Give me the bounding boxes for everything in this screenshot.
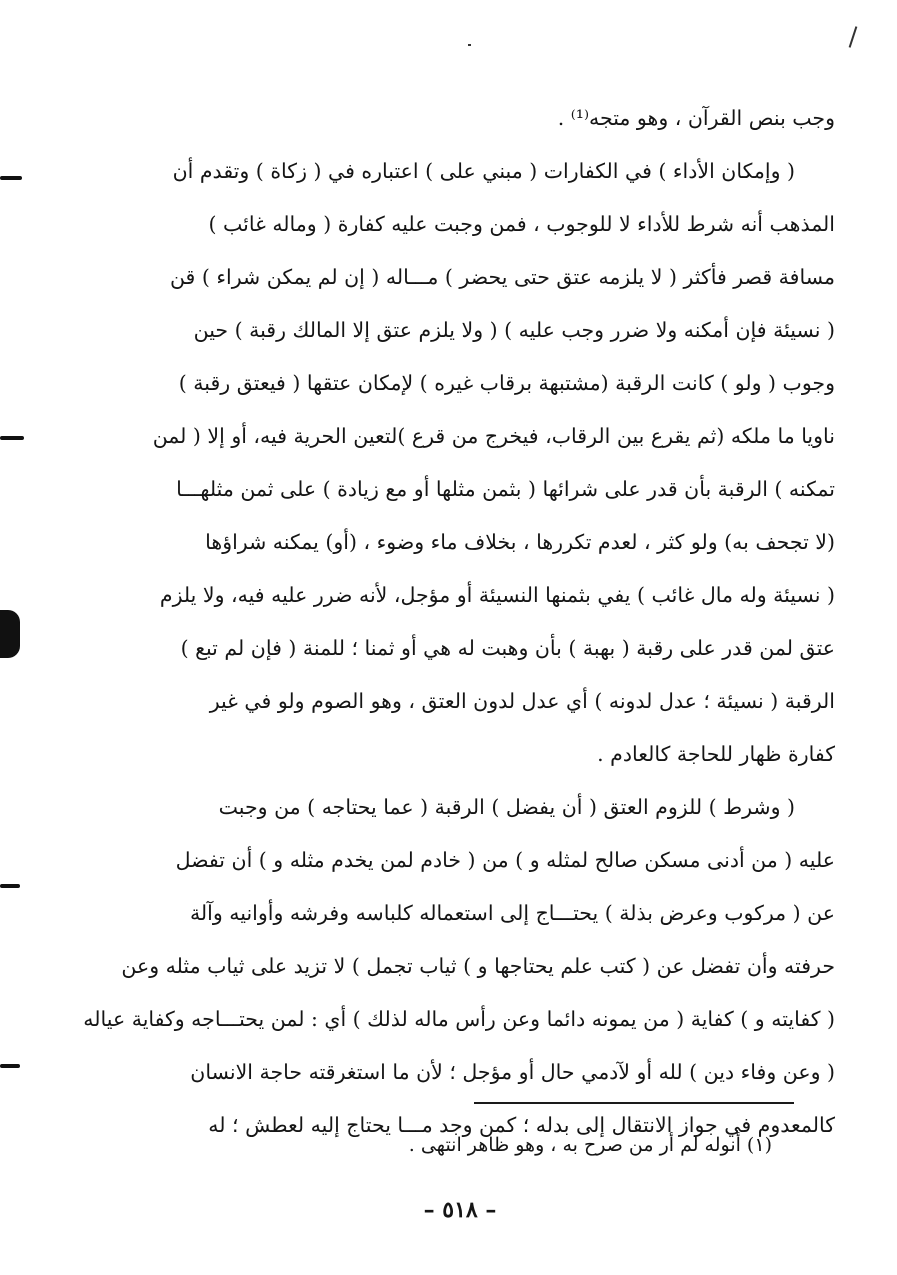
- binding-hole-mark: [0, 610, 20, 658]
- text-line: عتق لمن قدر على رقبة ( بهبة ) بأن وهبت له هي أو ثمنا ؛ للمنة ( فإن لم تبع ): [180, 636, 835, 660]
- text-line: ( نسيئة فإن أمكنه ولا ضرر وجب عليه ) ( ولا يلزم عتق إلا المالك رقبة ) حين: [193, 318, 835, 342]
- text-line: مسافة قصر فأكثر ( لا يلزمه عتق حتى يحضر ) مـــاله ( إن لم يمكن شراء ) قن: [169, 265, 835, 289]
- margin-mark: [0, 176, 22, 180]
- footnote-divider: [474, 1102, 794, 1104]
- text-line: المذهب أنه شرط للأداء لا للوجوب ، فمن وجبت عليه كفارة ( وماله غائب ): [208, 212, 835, 236]
- margin-mark: [0, 1064, 20, 1068]
- text-line: ( وإمكان الأداء ) في الكفارات ( مبني على ) اعتباره في ( زكاة ) وتقدم أن: [172, 159, 795, 183]
- text-line: ( وشرط ) للزوم العتق ( أن يفضل ) الرقبة ( عما يحتاجه ) من وجبت: [218, 795, 795, 819]
- text-line: كفارة ظهار للحاجة كالعادم .: [597, 742, 835, 766]
- footnote: (١) أنوله لم أر من صرح به ، وهو ظاهر انتهى .: [408, 1134, 772, 1156]
- text-line: وجوب ( ولو ) كانت الرقبة (مشتبهة برقاب غيره ) لإمكان عتقها ( فيعتق رقبة ): [178, 371, 835, 395]
- margin-mark: [0, 884, 20, 888]
- text-line: تمكنه ) الرقبة بأن قدر على شرائها ( بثمن مثلها أو مع زيادة ) على ثمن مثلهـــا: [176, 477, 835, 501]
- text-line: عن ( مركوب وعرض بذلة ) يحتـــاج إلى استعماله كلباسه وفرشه وأوانيه وآلة: [189, 901, 835, 925]
- text-line: (لا تجحف به) ولو كثر ، لعدم تكررها ، بخلاف ماء وضوء ، (أو) يمكنه شراؤها: [205, 530, 835, 554]
- margin-mark: [0, 436, 24, 440]
- text-line: ناويا ما ملكه (ثم يقرع بين الرقاب، فيخرج من قرع )لتعين الحرية فيه، أو إلا ( لمن: [152, 424, 835, 448]
- text-line: حرفته وأن تفضل عن ( كتب علم يحتاجها و ) ثياب تجمل ) لا تزيد على ثياب مثله وعن: [121, 954, 835, 978]
- text-line: الرقبة ( نسيئة ؛ عدل لدونه ) أي عدل لدون العتق ، وهو الصوم ولو في غير: [209, 689, 835, 713]
- scan-speck: [468, 44, 471, 46]
- body-text: [83, 92, 835, 1152]
- text-line: ( كفايته و ) كفاية ( من يمونه دائما وعن رأس ماله لذلك ) أي : لمن يحتـــاجه وكفاية عياله: [83, 1007, 835, 1031]
- page-number: – ٥١٨ –: [423, 1197, 497, 1223]
- text-line: كالمعدوم في جواز الانتقال إلى بدله ؛ كمن وجد مـــا يحتاج إليه لعطش ؛ له: [208, 1113, 835, 1137]
- text-line: ( وعن وفاء دين ) لله أو لآدمي حال أو مؤجل ؛ لأن ما استغرقته حاجة الانسان: [190, 1060, 835, 1084]
- text-line: ( نسيئة وله مال غائب ) يفي بثمنها النسيئة أو مؤجل، لأنه ضرر عليه فيه، ولا يلزم: [159, 583, 835, 607]
- text-line: عليه ( من أدنى مسكن صالح لمثله و ) من ( خادم لمن يخدم مثله و ) أن تفضل: [175, 848, 835, 872]
- text-line: وجب بنص القرآن ، وهو متجه⁽¹⁾ .: [557, 106, 835, 130]
- scan-speck: [849, 26, 858, 48]
